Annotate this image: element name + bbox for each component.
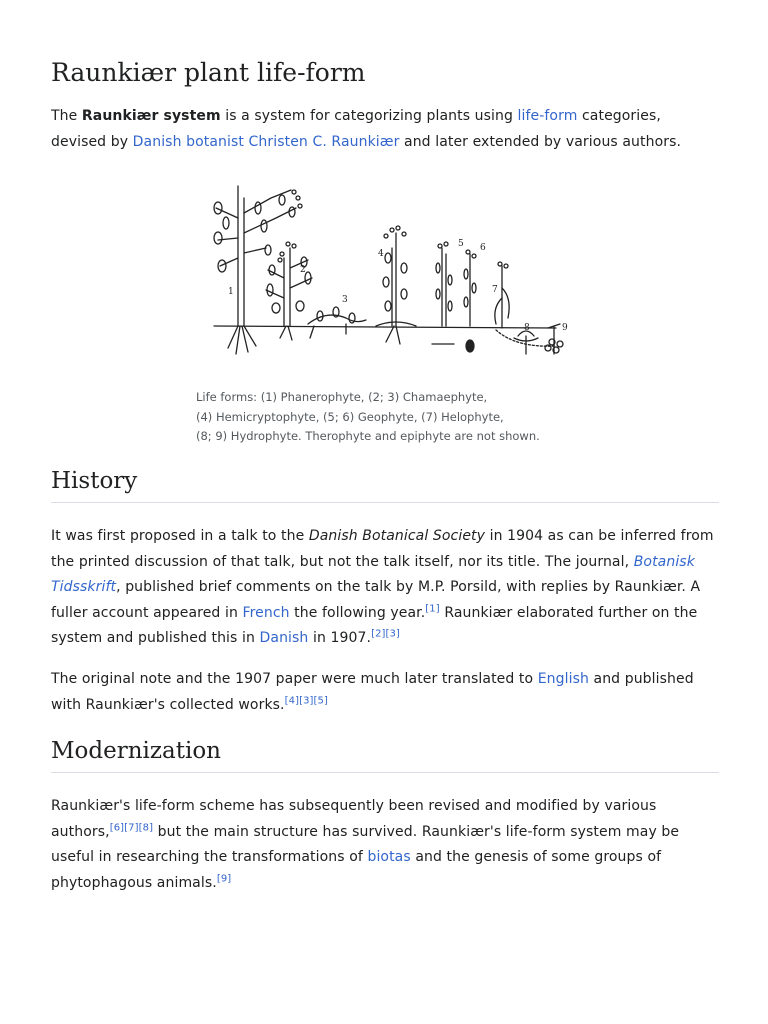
figure-label-9: 9 bbox=[562, 323, 568, 333]
reference-4[interactable]: [4] bbox=[284, 694, 300, 706]
modernization-paragraph: Raunkiær's life-form scheme has subsequently been revised and modified by various authors,[6][7][8] but the main structure has survived. Raunkiær's life-form system may be useful in researching the transformations of biotas and the genesis of some groups of phytophagous animals.[9] bbox=[51, 798, 680, 891]
figure-label-3: 3 bbox=[342, 295, 348, 305]
modernization-heading: Modernization bbox=[51, 738, 221, 764]
link-christen-raunkiaer[interactable]: Christen C. Raunkiær bbox=[248, 133, 400, 150]
history-paragraph-1: It was first proposed in a talk to the Danish Botanical Society in 1904 as can be inferred from the printed discussion of that talk, but not the talk itself, nor its title. The journal, Botanisk Tidsskrift, published brief comments on the talk by M.P. Porsild, with replies by Raunkiær. A fuller account appeared in French the following year.[1] Raunkiær elaborated further on the system and published this in Danish in 1907.[2][3] bbox=[51, 528, 714, 646]
link-botanisk-tidsskrift[interactable]: Botanisk Tidsskrift bbox=[51, 553, 695, 595]
reference-5[interactable]: [5] bbox=[313, 694, 329, 706]
figure-label-6: 6 bbox=[480, 243, 486, 253]
link-biotas[interactable]: biotas bbox=[367, 849, 411, 865]
link-life-form[interactable]: life-form bbox=[517, 108, 578, 124]
figure-label-2: 2 bbox=[300, 265, 306, 275]
reference-3b[interactable]: [3] bbox=[299, 694, 314, 706]
page-title: Raunkiær plant life-form bbox=[51, 58, 366, 87]
caption-line-2: (4) Hemicryptophyte, (5; 6) Geophyte, (7) Helophyte, bbox=[196, 409, 504, 424]
modernization-section-header bbox=[51, 738, 719, 773]
history-paragraph-2: The original note and the 1907 paper were much later translated to English and published with Raunkiær's collected works.[4][3][5] bbox=[51, 671, 694, 713]
plant-hydrophyte-9 bbox=[545, 324, 563, 354]
history-section-header bbox=[51, 468, 719, 503]
reference-3[interactable]: [3] bbox=[385, 628, 400, 640]
link-french[interactable]: French bbox=[242, 604, 290, 621]
plant-geophyte-6 bbox=[464, 250, 476, 352]
figure-label-4: 4 bbox=[378, 249, 384, 259]
plant-helophyte bbox=[495, 262, 509, 328]
figure-label-1: 1 bbox=[228, 287, 234, 297]
link-danish[interactable]: Danish bbox=[259, 630, 309, 646]
figure-label-7: 7 bbox=[492, 285, 498, 295]
figure-caption bbox=[196, 388, 556, 447]
link-danish-botanist[interactable]: Danish botanist bbox=[132, 133, 244, 150]
link-english[interactable]: English bbox=[537, 671, 589, 687]
reference-8[interactable]: [8] bbox=[138, 821, 154, 833]
figure-label-5: 5 bbox=[458, 239, 464, 249]
reference-7[interactable]: [7] bbox=[124, 821, 139, 833]
life-form-figure bbox=[196, 178, 576, 447]
figure-label-8: 8 bbox=[524, 323, 530, 333]
plant-geophyte-5 bbox=[432, 242, 454, 344]
reference-2[interactable]: [2] bbox=[371, 628, 386, 640]
plant-chamaephyte-2 bbox=[266, 242, 312, 340]
intro-paragraph: The Raunkiær system is a system for categorizing plants using life-form categories, devised by Danish botanist Christen C. Raunkiær and later extended by various authors. bbox=[51, 108, 682, 150]
life-form-illustration[interactable] bbox=[196, 178, 576, 360]
reference-6[interactable]: [6] bbox=[109, 821, 125, 833]
caption-line-3: (8; 9) Hydrophyte. Therophyte and epiphyte are not shown. bbox=[196, 429, 540, 443]
ground-line bbox=[214, 326, 556, 328]
reference-9[interactable]: [9] bbox=[216, 872, 232, 884]
reference-1[interactable]: [1] bbox=[425, 602, 440, 614]
plant-hemicryptophyte bbox=[376, 226, 416, 344]
plant-chamaephyte-3 bbox=[308, 307, 366, 338]
history-heading: History bbox=[51, 468, 138, 494]
caption-line-1: Life forms: (1) Phanerophyte, (2; 3) Chamaephyte, bbox=[196, 390, 488, 404]
